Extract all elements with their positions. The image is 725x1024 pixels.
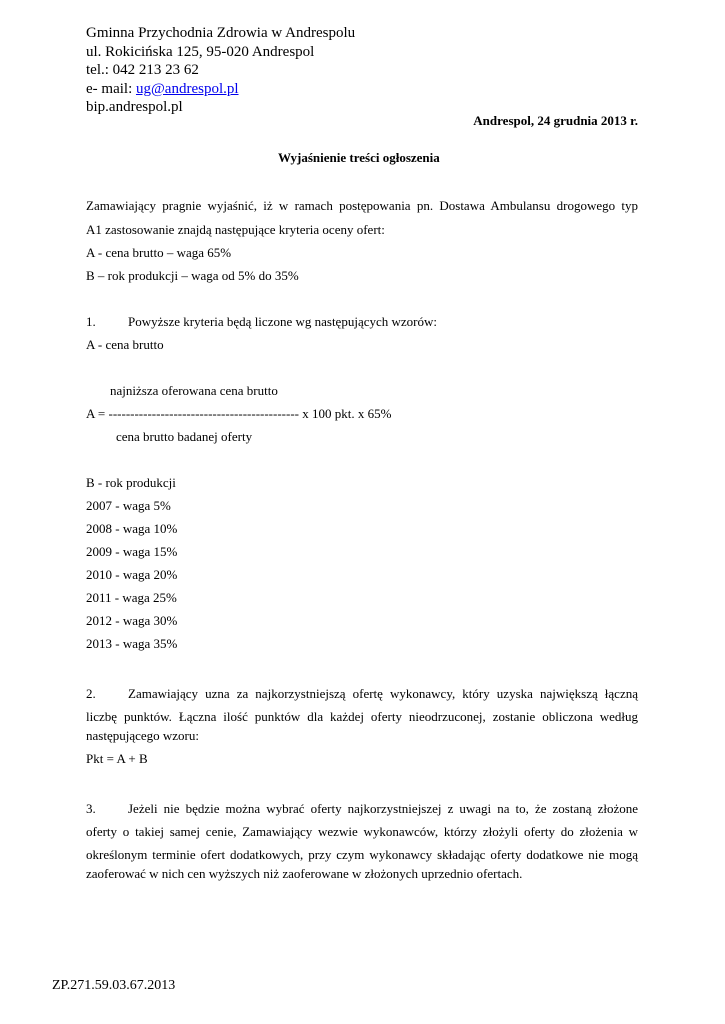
section-3-line-4: zaoferować w nich cen wyższych niż zaoferowane w złożonych uprzednio ofertach. [86, 866, 523, 881]
criterion-b: B – rok produkcji – waga od 5% do 35% [86, 268, 299, 283]
institution-bip: bip.andrespol.pl [86, 99, 183, 115]
section-1-sub-b: B - rok produkcji [86, 475, 176, 490]
year-weight-item: 2007 - waga 5% [86, 498, 171, 513]
year-weight-item: 2012 - waga 30% [86, 613, 178, 628]
institution-address: ul. Rokicińska 125, 95-020 Andrespol [86, 43, 315, 60]
year-weight-item: 2013 - waga 35% [86, 636, 178, 651]
intro-line-2: A1 zastosowanie znajdą następujące kryteria oceny ofert: [86, 222, 385, 237]
formula-denominator: cena brutto badanej oferty [116, 429, 253, 444]
email-link[interactable]: ug@andrespol.pl [135, 80, 239, 97]
email-prefix: e- mail: [86, 80, 136, 97]
section-3-line-1 [86, 797, 638, 820]
section-1-text: Powyższe kryteria będą liczone wg następujących wzorów: [128, 314, 437, 329]
section-1-heading [86, 314, 437, 330]
formula-numerator: najniższa oferowana cena brutto [110, 383, 278, 398]
year-weight-item: 2009 - waga 15% [86, 544, 178, 559]
section-1-sub-a: A - cena brutto [86, 337, 164, 352]
section-2-line-1 [86, 682, 638, 705]
document-date: Andrespol, 24 grudnia 2013 r. [473, 113, 638, 128]
year-weight-item: 2010 - waga 20% [86, 567, 178, 582]
letterhead [86, 24, 355, 117]
criterion-a: A - cena brutto – waga 65% [86, 245, 232, 260]
section-3-line-2: oferty o takiej samej cenie, Zamawiający wezwie wykonawców, którzy złożyli oferty do złożenia w [86, 824, 638, 839]
institution-email-line [86, 80, 355, 99]
section-1-number: 1. [86, 314, 96, 329]
section-3-line-3: określonym terminie ofert dodatkowych, przy czym wykonawcy składając oferty dodatkowe nie mogą [86, 847, 638, 862]
section-3-number: 3. [86, 801, 96, 816]
formula-line: A = -------------------------------------------- x 100 pkt. x 65% [86, 406, 392, 421]
reference-number: ZP.271.59.03.67.2013 [52, 978, 176, 993]
year-weight-item: 2011 - waga 25% [86, 590, 177, 605]
section-2-formula: Pkt = A + B [86, 751, 148, 766]
year-weight-item: 2008 - waga 10% [86, 521, 178, 536]
section-2-line-2: liczbę punktów. Łączna ilość punktów dla każdej oferty nieodrzuconej, zostanie obliczona według [86, 709, 638, 724]
section-3-text-1: Jeżeli nie będzie można wybrać oferty najkorzystniejszej z uwagi na to, że zostaną złożone [128, 801, 638, 816]
section-2-number: 2. [86, 686, 96, 701]
section-2-text-1: Zamawiający uzna za najkorzystniejszą ofertę wykonawcy, który uzyska największą łączną [128, 686, 638, 701]
intro-line-1: Zamawiający pragnie wyjaśnić, iż w ramach postępowania pn. Dostawa Ambulansu drogowego typ [86, 198, 638, 213]
section-2-line-3: następującego wzoru: [86, 728, 199, 743]
institution-phone: tel.: 042 213 23 62 [86, 62, 199, 78]
document-title: Wyjaśnienie treści ogłoszenia [278, 150, 440, 165]
institution-name: Gminna Przychodnia Zdrowia w Andrespolu [86, 25, 356, 41]
